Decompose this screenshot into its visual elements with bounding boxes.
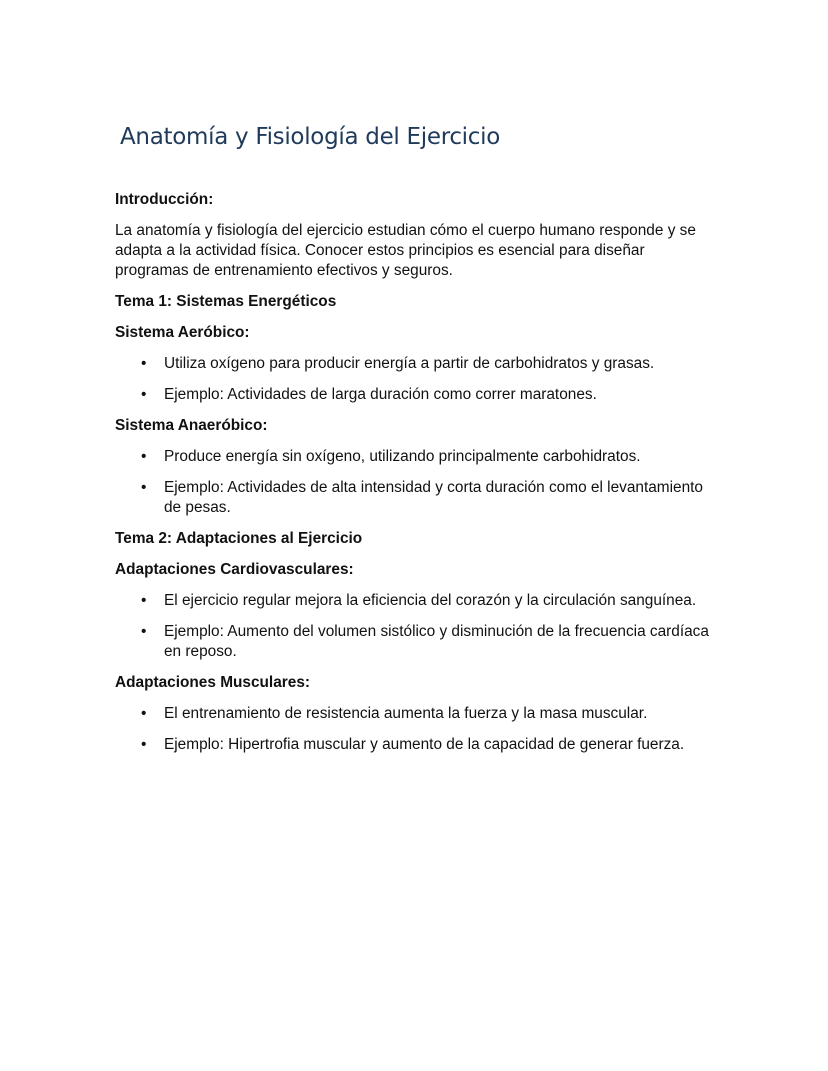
list-item-text: Ejemplo: Hipertrofia muscular y aumento de la capacidad de generar fuerza. (164, 736, 685, 753)
list-item (115, 622, 715, 662)
list-item-text: Ejemplo: Actividades de larga duración como correr maratones. (164, 386, 597, 403)
list-item (115, 735, 715, 755)
sistema-aerobico-list (115, 354, 715, 405)
bullet-icon: • (141, 705, 147, 722)
sistema-anaerobico-list (115, 447, 715, 518)
list-item-text: Ejemplo: Actividades de alta intensidad y corta duración como el levantamiento de pesas. (164, 479, 703, 516)
bullet-icon: • (141, 623, 147, 640)
adaptaciones-musculares-heading: Adaptaciones Musculares: (115, 674, 311, 691)
bullet-icon: • (141, 592, 147, 609)
list-item (115, 385, 715, 405)
list-item (115, 447, 715, 467)
tema-1-heading: Tema 1: Sistemas Energéticos (115, 293, 337, 310)
adaptaciones-cardiovasculares-heading: Adaptaciones Cardiovasculares: (115, 561, 354, 578)
sistema-anaerobico-heading: Sistema Anaeróbico: (115, 417, 268, 434)
intro-paragraph: La anatomía y fisiología del ejercicio estudian cómo el cuerpo humano responde y se adapta a la actividad física. Conocer estos principios es esencial para diseñar programas de entrenamiento efectivos y seguros. (115, 222, 696, 279)
adaptaciones-cardiovasculares-list (115, 591, 715, 662)
list-item-text: Utiliza oxígeno para producir energía a partir de carbohidratos y grasas. (164, 355, 655, 372)
list-item (115, 591, 715, 611)
list-item-text: El ejercicio regular mejora la eficiencia del corazón y la circulación sanguínea. (164, 592, 697, 609)
tema-2-heading: Tema 2: Adaptaciones al Ejercicio (115, 530, 363, 547)
adaptaciones-musculares-list (115, 704, 715, 755)
document-body (115, 190, 715, 766)
bullet-icon: • (141, 448, 147, 465)
list-item (115, 354, 715, 374)
bullet-icon: • (141, 736, 147, 753)
list-item-text: El entrenamiento de resistencia aumenta la fuerza y la masa muscular. (164, 705, 648, 722)
intro-heading: Introducción: (115, 191, 214, 208)
list-item (115, 478, 715, 518)
document-title: Anatomía y Fisiología del Ejercicio (120, 124, 500, 150)
bullet-icon: • (141, 355, 147, 372)
list-item (115, 704, 715, 724)
list-item-text: Produce energía sin oxígeno, utilizando principalmente carbohidratos. (164, 448, 641, 465)
sistema-aerobico-heading: Sistema Aeróbico: (115, 324, 250, 341)
list-item-text: Ejemplo: Aumento del volumen sistólico y disminución de la frecuencia cardíaca en reposo. (164, 623, 709, 660)
bullet-icon: • (141, 386, 147, 403)
bullet-icon: • (141, 479, 147, 496)
